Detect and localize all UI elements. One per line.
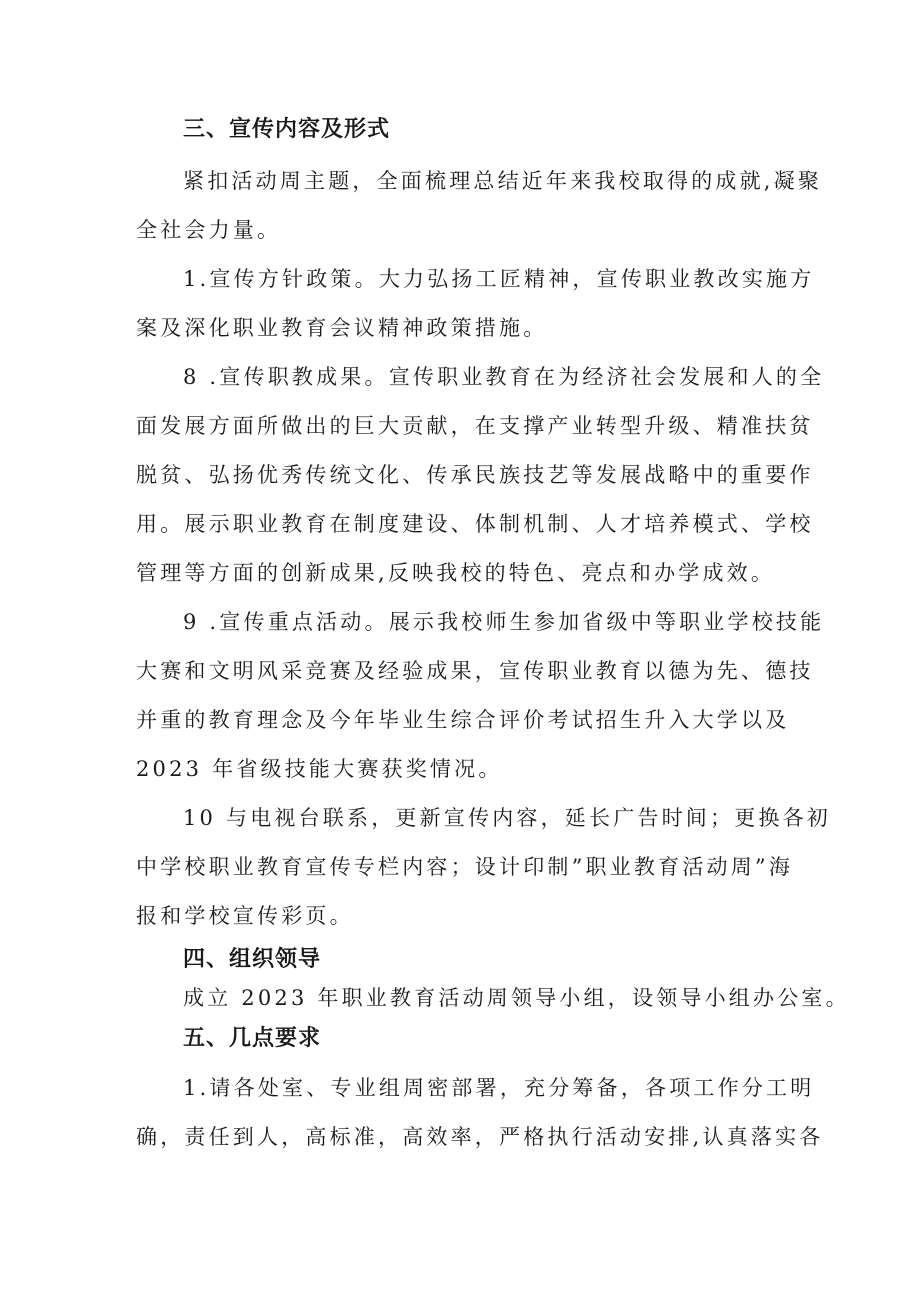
item-9-line-1: 9 .宣传重点活动。展示我校师生参加省级中等职业学校技能 xyxy=(183,610,825,634)
item-9-line-3: 并重的教育理念及今年毕业生综合评价考试招生升入大学以及 xyxy=(136,708,790,732)
item-8-line-4: 用。展示职业教育在制度建设、体制机制、人才培养模式、学校 xyxy=(136,512,814,536)
section-5-item-1-line-2: 确，责任到人，高标准，高效率，严格执行活动安排,认真落实各 xyxy=(136,1125,824,1149)
item-10-line-3: 报和学校宣传彩页。 xyxy=(136,904,354,928)
item-1-line-1: 1.宣传方针政策。大力弘扬工匠精神，宣传职业教改实施方 xyxy=(183,267,815,291)
item-9-line-2: 大赛和文明风采竞赛及经验成果，宣传职业教育以德为先、德技 xyxy=(136,659,814,683)
section-5-heading: 五、几点要求 xyxy=(183,1026,322,1051)
section-3-intro-line-2: 全社会力量。 xyxy=(136,218,282,242)
section-4-body-line-1: 成立 2023 年职业教育活动周领导小组，设领导小组办公室。 xyxy=(183,986,850,1010)
item-10-line-2: 中学校职业教育宣传专栏内容；设计印制”职业教育活动周”海 xyxy=(136,855,794,879)
section-3-intro-line-1: 紧扣活动周主题，全面梳理总结近年来我校取得的成就,凝聚 xyxy=(183,169,823,193)
section-5-item-1-line-1: 1.请各处室、专业组周密部署，充分筹备，各项工作分工明 xyxy=(183,1076,815,1100)
item-1-line-2: 案及深化职业教育会议精神政策措施。 xyxy=(136,316,548,340)
item-8-line-2: 面发展方面所做出的巨大贡献，在支撑产业转型升级、精准扶贫 xyxy=(136,414,814,438)
item-9-line-4: 2023 年省级技能大赛获奖情况。 xyxy=(136,757,503,781)
item-8-line-3: 脱贫、弘扬优秀传统文化、传承民族技艺等发展战略中的重要作 xyxy=(136,463,814,487)
item-8-line-1: 8 .宣传职教成果。宣传职业教育在为经济社会发展和人的全 xyxy=(183,365,825,389)
section-4-heading: 四、组织领导 xyxy=(183,947,322,972)
item-10-line-1: 10 与电视台联系，更新宣传内容，延长广告时间；更换各初 xyxy=(183,806,831,830)
item-8-line-5: 管理等方面的创新成果,反映我校的特色、亮点和办学成效。 xyxy=(136,561,776,585)
section-3-heading: 三、宣传内容及形式 xyxy=(183,117,391,142)
